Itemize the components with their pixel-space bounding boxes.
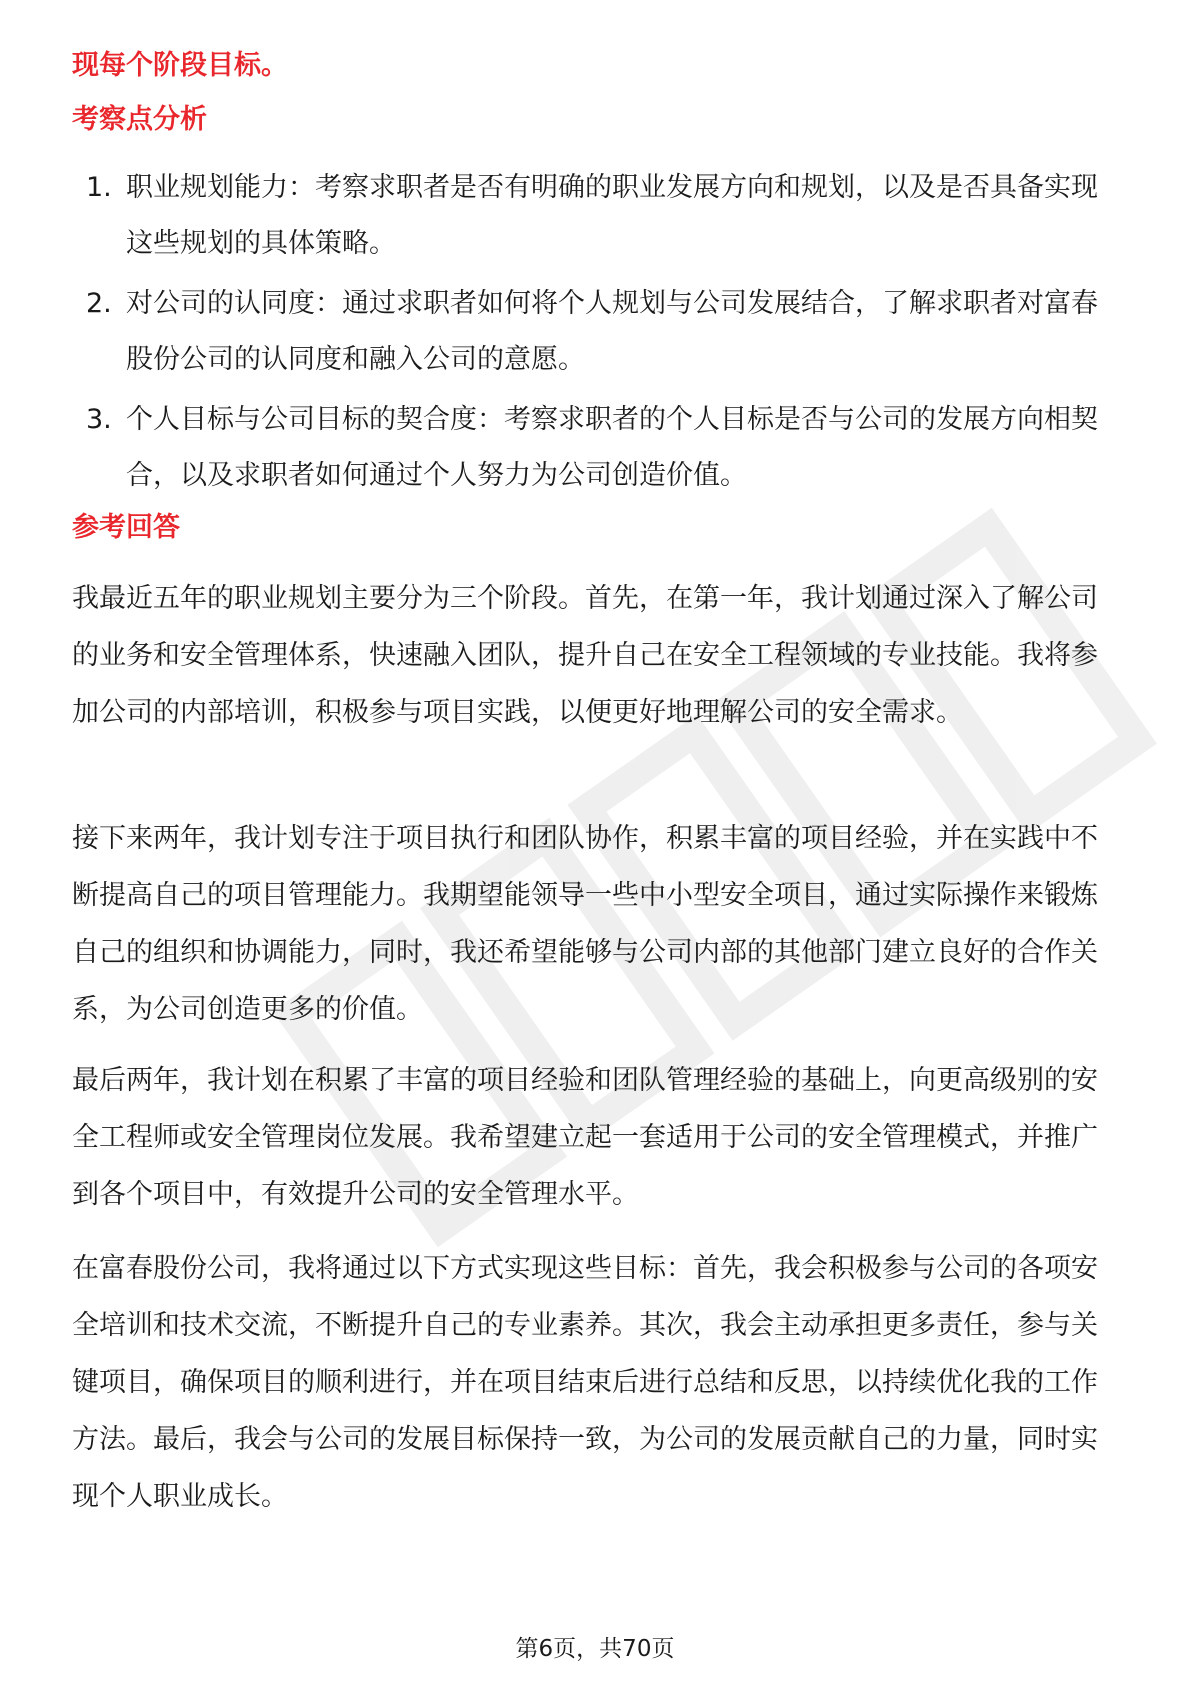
answer-paragraph-2: 接下来两年，我计划专注于项目执行和团队协作，积累丰富的项目经验，并在实践中不断提高自己的项目管理能力。我期望能领导一些中小型安全项目，通过实际操作来锻炼自己的组织和协调能力，同时，我还希望能够与公司内部的其他部门建立良好的合作关系，为公司创造更多的价值。 xyxy=(72,823,1098,1025)
list-item xyxy=(72,276,1112,388)
list-item xyxy=(72,392,1112,504)
list-text: 对公司的认同度：通过求职者如何将个人规划与公司发展结合，了解求职者对富春股份公司的认同度和融入公司的意愿。 xyxy=(126,288,1098,375)
list-item xyxy=(72,160,1112,272)
list-number: 1. xyxy=(86,172,112,203)
analysis-list xyxy=(72,160,1112,508)
list-text: 个人目标与公司目标的契合度：考察求职者的个人目标是否与公司的发展方向相契合，以及求职者如何通过个人努力为公司创造价值。 xyxy=(126,404,1098,491)
reference-heading: 参考回答 xyxy=(72,512,180,543)
list-number: 3. xyxy=(86,404,112,435)
page-number: 第6页，共70页 xyxy=(515,1636,675,1662)
list-number: 2. xyxy=(86,288,112,319)
list-text: 职业规划能力：考察求职者是否有明确的职业发展方向和规划，以及是否具备实现这些规划的具体策略。 xyxy=(126,172,1098,259)
answer-paragraph-4: 在富春股份公司，我将通过以下方式实现这些目标：首先，我会积极参与公司的各项安全培训和技术交流，不断提升自己的专业素养。其次，我会主动承担更多责任，参与关键项目，确保项目的顺利进行，并在项目结束后进行总结和反思，以持续优化我的工作方法。最后，我会与公司的发展目标保持一致，为公司的发展贡献自己的力量，同时实现个人职业成长。 xyxy=(72,1253,1098,1512)
answer-paragraph-1: 我最近五年的职业规划主要分为三个阶段。首先，在第一年，我计划通过深入了解公司的业务和安全管理体系，快速融入团队，提升自己在安全工程领域的专业技能。我将参加公司的内部培训，积极参与项目实践，以便更好地理解公司的安全需求。 xyxy=(72,583,1098,728)
continuation-heading: 现每个阶段目标。 xyxy=(72,50,288,81)
answer-paragraph-3: 最后两年，我计划在积累了丰富的项目经验和团队管理经验的基础上，向更高级别的安全工程师或安全管理岗位发展。我希望建立起一套适用于公司的安全管理模式，并推广到各个项目中，有效提升公司的安全管理水平。 xyxy=(72,1065,1098,1210)
analysis-heading: 考察点分析 xyxy=(72,104,207,135)
